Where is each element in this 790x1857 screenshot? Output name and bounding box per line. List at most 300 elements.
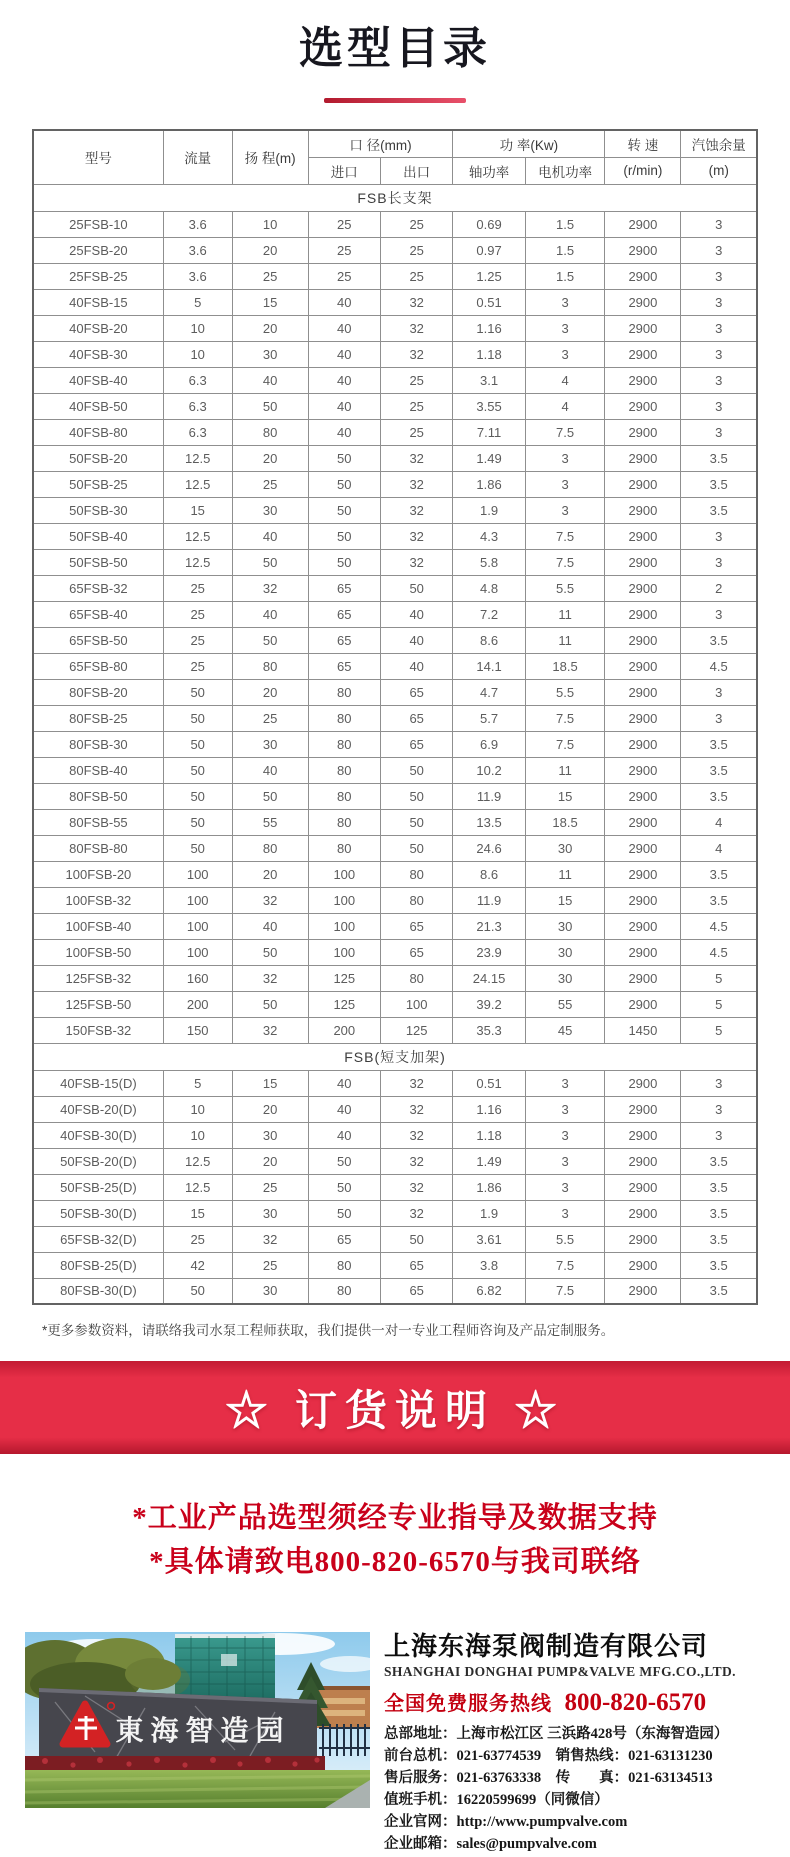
model-cell: 65FSB-32: [33, 575, 163, 601]
value-cell: 2900: [605, 653, 681, 679]
value-cell: 5.8: [453, 549, 525, 575]
table-row: [33, 367, 757, 393]
value-cell: 11: [525, 861, 605, 887]
value-cell: 80: [380, 887, 452, 913]
col-header-flow: 流量: [163, 130, 232, 184]
value-cell: 40: [308, 315, 380, 341]
value-cell: 2900: [605, 549, 681, 575]
value-cell: 40: [232, 367, 308, 393]
value-cell: 100: [163, 861, 232, 887]
value-cell: 50: [308, 471, 380, 497]
table-row: [33, 211, 757, 237]
table-row: [33, 913, 757, 939]
value-cell: 25: [232, 705, 308, 731]
value-cell: 40: [380, 601, 452, 627]
value-cell: 100: [380, 991, 452, 1017]
value-cell: 50: [232, 549, 308, 575]
value-cell: 1.18: [453, 341, 525, 367]
value-cell: 32: [232, 575, 308, 601]
value-cell: 2900: [605, 263, 681, 289]
footer-section: [0, 1630, 790, 1855]
value-cell: 25: [163, 653, 232, 679]
value-cell: 6.82: [453, 1278, 525, 1304]
model-cell: 25FSB-25: [33, 263, 163, 289]
value-cell: 50: [232, 783, 308, 809]
value-cell: 3: [681, 549, 757, 575]
model-cell: 125FSB-32: [33, 965, 163, 991]
table-row: [33, 549, 757, 575]
table-section-header: FSB(短支加架): [33, 1043, 757, 1070]
value-cell: 20: [232, 1148, 308, 1174]
value-cell: 40: [308, 1122, 380, 1148]
value-cell: 100: [308, 861, 380, 887]
table-row: [33, 523, 757, 549]
model-cell: 50FSB-30: [33, 497, 163, 523]
value-cell: 3: [525, 1148, 605, 1174]
value-cell: 50: [163, 757, 232, 783]
value-cell: 5.7: [453, 705, 525, 731]
value-cell: 3.61: [453, 1226, 525, 1252]
value-cell: 4: [681, 809, 757, 835]
value-cell: 7.2: [453, 601, 525, 627]
value-cell: 40: [232, 913, 308, 939]
value-cell: 3: [681, 679, 757, 705]
value-cell: 3.55: [453, 393, 525, 419]
table-row: [33, 1252, 757, 1278]
model-cell: 40FSB-15: [33, 289, 163, 315]
value-cell: 3: [525, 1200, 605, 1226]
table-row: [33, 1122, 757, 1148]
value-cell: 30: [525, 835, 605, 861]
value-cell: 12.5: [163, 471, 232, 497]
value-cell: 5: [681, 1017, 757, 1043]
value-cell: 18.5: [525, 653, 605, 679]
value-cell: 80: [308, 757, 380, 783]
value-cell: 8.6: [453, 861, 525, 887]
value-cell: 150: [163, 1017, 232, 1043]
table-row: [33, 1148, 757, 1174]
value-cell: 3.5: [681, 1200, 757, 1226]
value-cell: 15: [232, 289, 308, 315]
table-row: [33, 1226, 757, 1252]
value-cell: 20: [232, 1096, 308, 1122]
flower-hedge-icon: [25, 1756, 325, 1772]
table-row: [33, 1278, 757, 1304]
table-row: [33, 887, 757, 913]
value-cell: 2900: [605, 705, 681, 731]
value-cell: 1.16: [453, 1096, 525, 1122]
value-cell: 25: [163, 627, 232, 653]
value-cell: 80: [308, 679, 380, 705]
value-cell: 32: [380, 341, 452, 367]
table-footnote: *更多参数资料，请联络我司水泵工程师获取，我们提供一对一专业工程师咨询及产品定制服务。: [42, 1323, 615, 1338]
value-cell: 50: [163, 731, 232, 757]
value-cell: 10.2: [453, 757, 525, 783]
value-cell: 25: [232, 1252, 308, 1278]
value-cell: 3: [525, 1070, 605, 1096]
value-cell: 11: [525, 601, 605, 627]
model-cell: 65FSB-32(D): [33, 1226, 163, 1252]
value-cell: 7.5: [525, 549, 605, 575]
value-cell: 6.3: [163, 419, 232, 445]
model-cell: 40FSB-20(D): [33, 1096, 163, 1122]
value-cell: 65: [308, 1226, 380, 1252]
value-cell: 65: [380, 913, 452, 939]
value-cell: 40: [308, 367, 380, 393]
value-cell: 2: [681, 575, 757, 601]
value-cell: 3.5: [681, 887, 757, 913]
value-cell: 25: [308, 263, 380, 289]
order-instructions-banner: [0, 1361, 790, 1454]
value-cell: 50: [232, 991, 308, 1017]
value-cell: 3: [525, 289, 605, 315]
value-cell: 80: [232, 419, 308, 445]
value-cell: 3.8: [453, 1252, 525, 1278]
value-cell: 100: [308, 887, 380, 913]
value-cell: 32: [380, 1070, 452, 1096]
value-cell: 2900: [605, 419, 681, 445]
value-cell: 50: [163, 679, 232, 705]
value-cell: 3: [681, 315, 757, 341]
value-cell: 50: [163, 809, 232, 835]
table-row: [33, 783, 757, 809]
value-cell: 7.11: [453, 419, 525, 445]
value-cell: 1.25: [453, 263, 525, 289]
value-cell: 3: [681, 705, 757, 731]
value-cell: 4.7: [453, 679, 525, 705]
value-cell: 32: [380, 1096, 452, 1122]
model-cell: 80FSB-30(D): [33, 1278, 163, 1304]
value-cell: 3.5: [681, 731, 757, 757]
table-row: [33, 289, 757, 315]
value-cell: 1.16: [453, 315, 525, 341]
value-cell: 10: [232, 211, 308, 237]
value-cell: 5: [163, 1070, 232, 1096]
value-cell: 10: [163, 341, 232, 367]
value-cell: 2900: [605, 1278, 681, 1304]
value-cell: 30: [525, 965, 605, 991]
value-cell: 1.86: [453, 1174, 525, 1200]
value-cell: 50: [163, 705, 232, 731]
value-cell: 100: [308, 913, 380, 939]
value-cell: 1.49: [453, 1148, 525, 1174]
value-cell: 2900: [605, 991, 681, 1017]
value-cell: 11: [525, 627, 605, 653]
table-row: [33, 1070, 757, 1096]
value-cell: 3: [681, 367, 757, 393]
value-cell: 0.51: [453, 289, 525, 315]
col-header-head: 扬 程(m): [232, 130, 308, 184]
title-underline: [324, 98, 466, 103]
contact-line-email: 企业邮箱：sales@pumpvalve.com: [384, 1836, 597, 1852]
value-cell: 3.5: [681, 1148, 757, 1174]
value-cell: 3: [681, 1070, 757, 1096]
value-cell: 50: [308, 523, 380, 549]
value-cell: 50: [380, 835, 452, 861]
value-cell: 3.5: [681, 1226, 757, 1252]
value-cell: 1450: [605, 1017, 681, 1043]
value-cell: 25: [163, 575, 232, 601]
value-cell: 4.5: [681, 913, 757, 939]
model-cell: 40FSB-30(D): [33, 1122, 163, 1148]
value-cell: 15: [232, 1070, 308, 1096]
value-cell: 50: [308, 549, 380, 575]
value-cell: 25: [380, 211, 452, 237]
model-cell: 100FSB-20: [33, 861, 163, 887]
value-cell: 25: [380, 393, 452, 419]
value-cell: 40: [380, 653, 452, 679]
value-cell: 1.49: [453, 445, 525, 471]
model-cell: 80FSB-30: [33, 731, 163, 757]
svg-text:東海智造园: 東海智造园: [115, 1715, 291, 1746]
value-cell: 2900: [605, 1200, 681, 1226]
model-cell: 80FSB-25(D): [33, 1252, 163, 1278]
value-cell: 25: [232, 263, 308, 289]
value-cell: 2900: [605, 1252, 681, 1278]
value-cell: 2900: [605, 757, 681, 783]
value-cell: 200: [308, 1017, 380, 1043]
model-cell: 40FSB-80: [33, 419, 163, 445]
value-cell: 1.86: [453, 471, 525, 497]
table-row: [33, 1096, 757, 1122]
value-cell: 3: [525, 315, 605, 341]
value-cell: 2900: [605, 497, 681, 523]
value-cell: 80: [308, 783, 380, 809]
table-row: [33, 263, 757, 289]
value-cell: 0.69: [453, 211, 525, 237]
value-cell: 2900: [605, 211, 681, 237]
value-cell: 65: [308, 653, 380, 679]
value-cell: 15: [525, 887, 605, 913]
value-cell: 11: [525, 757, 605, 783]
spec-table-body: [33, 184, 757, 1304]
value-cell: 50: [232, 939, 308, 965]
value-cell: 42: [163, 1252, 232, 1278]
table-row: [33, 991, 757, 1017]
value-cell: 30: [232, 731, 308, 757]
value-cell: 50: [308, 497, 380, 523]
value-cell: 7.5: [525, 1278, 605, 1304]
contact-line-address: 总部地址：上海市松江区 三浜路428号（东海智造园）: [384, 1726, 729, 1742]
value-cell: 25: [308, 211, 380, 237]
model-cell: 40FSB-30: [33, 341, 163, 367]
value-cell: 20: [232, 237, 308, 263]
value-cell: 12.5: [163, 523, 232, 549]
model-cell: 125FSB-50: [33, 991, 163, 1017]
value-cell: 32: [380, 289, 452, 315]
col-header-npsh: 汽蚀余量: [681, 130, 757, 157]
value-cell: 2900: [605, 939, 681, 965]
col-header-speed-unit: (r/min): [605, 157, 681, 184]
value-cell: 125: [308, 991, 380, 1017]
value-cell: 32: [232, 1226, 308, 1252]
table-row: [33, 419, 757, 445]
value-cell: 2900: [605, 809, 681, 835]
col-header-motor-power: 电机功率: [525, 157, 605, 184]
value-cell: 80: [232, 835, 308, 861]
spec-table: [32, 129, 758, 1305]
contact-line-mobile: 值班手机：16220599699（同微信）: [384, 1792, 609, 1808]
value-cell: 11.9: [453, 887, 525, 913]
value-cell: 3: [525, 1096, 605, 1122]
value-cell: 65: [308, 575, 380, 601]
company-name-en: SHANGHAI DONGHAI PUMP&VALVE MFG.CO.,LTD.: [384, 1664, 736, 1679]
value-cell: 50: [380, 809, 452, 835]
value-cell: 3.5: [681, 1252, 757, 1278]
value-cell: 3: [525, 445, 605, 471]
value-cell: 30: [232, 341, 308, 367]
value-cell: 65: [380, 1252, 452, 1278]
value-cell: 3.6: [163, 237, 232, 263]
value-cell: 32: [232, 887, 308, 913]
value-cell: 2900: [605, 237, 681, 263]
model-cell: 65FSB-50: [33, 627, 163, 653]
value-cell: 20: [232, 315, 308, 341]
value-cell: 4: [525, 367, 605, 393]
value-cell: 2900: [605, 289, 681, 315]
col-header-shaft-power: 轴功率: [453, 157, 525, 184]
value-cell: 30: [232, 1278, 308, 1304]
value-cell: 11.9: [453, 783, 525, 809]
value-cell: 80: [308, 809, 380, 835]
value-cell: 65: [380, 679, 452, 705]
value-cell: 3: [681, 601, 757, 627]
value-cell: 2900: [605, 627, 681, 653]
value-cell: 40: [232, 523, 308, 549]
value-cell: 32: [232, 965, 308, 991]
table-row: [33, 1174, 757, 1200]
value-cell: 25: [380, 367, 452, 393]
selection-notice: [0, 1454, 790, 1630]
value-cell: 40: [308, 1096, 380, 1122]
value-cell: 100: [163, 887, 232, 913]
model-cell: 65FSB-80: [33, 653, 163, 679]
value-cell: 100: [163, 913, 232, 939]
value-cell: 80: [308, 1278, 380, 1304]
value-cell: 32: [380, 497, 452, 523]
value-cell: 3: [681, 393, 757, 419]
model-cell: 40FSB-20: [33, 315, 163, 341]
model-cell: 25FSB-20: [33, 237, 163, 263]
value-cell: 65: [380, 939, 452, 965]
model-cell: 80FSB-80: [33, 835, 163, 861]
table-row: [33, 731, 757, 757]
value-cell: 32: [380, 445, 452, 471]
value-cell: 25: [308, 237, 380, 263]
value-cell: 25: [232, 1174, 308, 1200]
value-cell: 7.5: [525, 705, 605, 731]
value-cell: 3.6: [163, 263, 232, 289]
value-cell: 3: [681, 237, 757, 263]
value-cell: 80: [380, 861, 452, 887]
value-cell: 30: [525, 939, 605, 965]
page-header: [0, 0, 790, 103]
value-cell: 3: [525, 341, 605, 367]
value-cell: 5: [681, 991, 757, 1017]
value-cell: 50: [232, 627, 308, 653]
value-cell: 12.5: [163, 549, 232, 575]
model-cell: 50FSB-40: [33, 523, 163, 549]
value-cell: 7.5: [525, 523, 605, 549]
value-cell: 3: [525, 1174, 605, 1200]
value-cell: 32: [232, 1017, 308, 1043]
value-cell: 80: [308, 705, 380, 731]
company-photo: [25, 1632, 370, 1808]
model-cell: 80FSB-50: [33, 783, 163, 809]
value-cell: 32: [380, 549, 452, 575]
value-cell: 32: [380, 315, 452, 341]
model-cell: 65FSB-40: [33, 601, 163, 627]
value-cell: 2900: [605, 1096, 681, 1122]
model-cell: 50FSB-20(D): [33, 1148, 163, 1174]
value-cell: 2900: [605, 601, 681, 627]
value-cell: 2900: [605, 1226, 681, 1252]
model-cell: 50FSB-20: [33, 445, 163, 471]
value-cell: 3: [525, 497, 605, 523]
table-row: [33, 679, 757, 705]
value-cell: 125: [308, 965, 380, 991]
model-cell: 80FSB-55: [33, 809, 163, 835]
value-cell: 55: [232, 809, 308, 835]
value-cell: 50: [163, 783, 232, 809]
value-cell: 10: [163, 1096, 232, 1122]
table-row: [33, 809, 757, 835]
value-cell: 24.6: [453, 835, 525, 861]
model-cell: 50FSB-25: [33, 471, 163, 497]
value-cell: 45: [525, 1017, 605, 1043]
value-cell: 50: [308, 1148, 380, 1174]
table-row: [33, 601, 757, 627]
value-cell: 25: [232, 471, 308, 497]
value-cell: 8.6: [453, 627, 525, 653]
value-cell: 40: [232, 601, 308, 627]
value-cell: 25: [163, 601, 232, 627]
value-cell: 4.3: [453, 523, 525, 549]
col-header-diameter: 口 径(mm): [308, 130, 453, 157]
value-cell: 5.5: [525, 679, 605, 705]
spec-table-container: [32, 129, 758, 1305]
table-row: [33, 445, 757, 471]
value-cell: 7.5: [525, 419, 605, 445]
value-cell: 50: [232, 393, 308, 419]
value-cell: 3: [525, 471, 605, 497]
value-cell: 40: [308, 393, 380, 419]
value-cell: 5: [681, 965, 757, 991]
value-cell: 25: [163, 1226, 232, 1252]
value-cell: 100: [308, 939, 380, 965]
value-cell: 32: [380, 1174, 452, 1200]
value-cell: 50: [308, 1200, 380, 1226]
value-cell: 1.5: [525, 211, 605, 237]
value-cell: 3: [681, 263, 757, 289]
value-cell: 200: [163, 991, 232, 1017]
table-row: [33, 965, 757, 991]
value-cell: 40: [308, 289, 380, 315]
value-cell: 65: [380, 731, 452, 757]
value-cell: 25: [380, 237, 452, 263]
value-cell: 3: [681, 289, 757, 315]
table-row: [33, 575, 757, 601]
value-cell: 15: [163, 497, 232, 523]
model-cell: 100FSB-40: [33, 913, 163, 939]
table-row: [33, 497, 757, 523]
page-title: 选型目录: [299, 24, 491, 73]
value-cell: 2900: [605, 887, 681, 913]
value-cell: 2900: [605, 679, 681, 705]
model-cell: 100FSB-32: [33, 887, 163, 913]
value-cell: 30: [232, 1200, 308, 1226]
value-cell: 30: [232, 1122, 308, 1148]
